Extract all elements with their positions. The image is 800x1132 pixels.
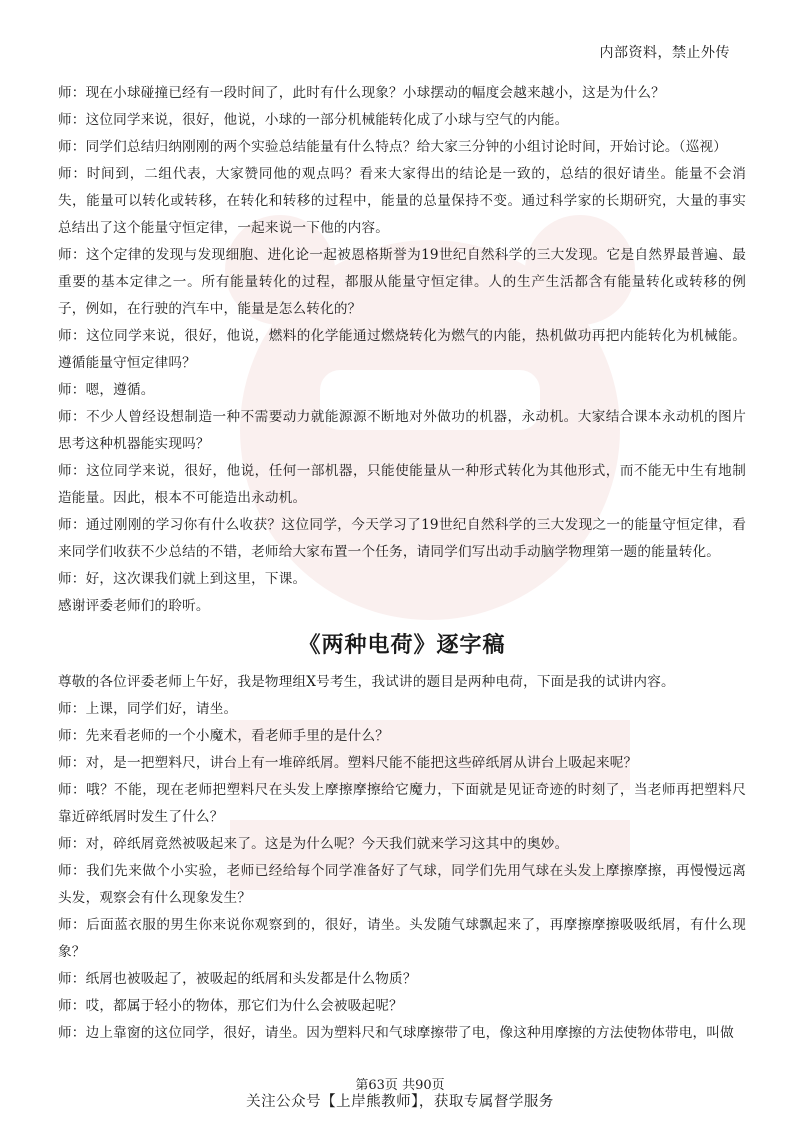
page-number: 第63页 共90页 (355, 1078, 445, 1093)
paragraph: 师：现在小球碰撞已经有一段时间了，此时有什么现象？小球摆动的幅度会越来越小，这是为什么？ (58, 85, 665, 101)
paragraph: 师：对，碎纸屑竟然被吸起来了。这是为什么呢？今天我们就来学习这其中的奥妙。 (58, 836, 569, 852)
paragraph: 师：这位同学来说，很好，他说，燃料的化学能通过燃烧转化为燃气的内能，热机做功再把内能转化为机械能。遵循能量守恒定律吗？ (58, 328, 746, 371)
paragraph: 师：上课，同学们好，请坐。 (58, 701, 238, 717)
paragraph: 师：嗯，遵循。 (58, 382, 155, 398)
paragraph: 师：哎，都属于轻小的物体，那它们为什么会被吸起呢？ (58, 998, 403, 1014)
paragraph: 师：边上靠窗的这位同学，很好，请坐。因为塑料尺和气球摩擦带了电，像这种用摩擦的方法使物体带电，叫做 (58, 1025, 734, 1041)
paragraph: 师：时间到，二组代表，大家赞同他的观点吗？看来大家得出的结论是一致的，总结的很好请坐。能量不会消失，能量可以转化或转移，在转化和转移的过程中，能量的总量保持不变。通过科学家的长期研究，大量的事实总结出了这个能量守恒定律，一起来说一下他的内容。 (58, 166, 746, 236)
paragraph: 师：好，这次课我们就上到这里，下课。 (58, 571, 307, 587)
footer-promo: 关注公众号【上岸熊教师】，获取专属督学服务 (246, 1094, 554, 1110)
paragraph: 师：同学们总结归纳刚刚的两个实验总结能量有什么特点？给大家三分钟的小组讨论时间，开始讨论。（巡视） (58, 139, 728, 155)
paragraph: 师：这个定律的发现与发现细胞、进化论一起被恩格斯誉为19世纪自然科学的三大发现。它是自然界最普遍、最重要的基本定律之一。所有能量转化的过程，都服从能量守恒定律。人的生产生活都含有能量转化或转移的例子，例如，在行驶的汽车中，能量是怎么转化的？ (58, 247, 746, 317)
paragraph: 师：这位同学来说，很好，他说，小球的一部分机械能转化成了小球与空气的内能。 (58, 112, 569, 128)
paragraph: 尊敬的各位评委老师上午好，我是物理组X号考生，我试讲的题目是两种电荷，下面是我的试讲内容。 (58, 674, 675, 690)
paragraph: 师：通过刚刚的学习你有什么收获？这位同学，今天学习了19世纪自然科学的三大发现之一的能量守恒定律，看来同学们收获不少总结的不错，老师给大家布置一个任务，请同学们写出动手动脑学物理第一题的能量转化。 (58, 517, 746, 560)
paragraph: 师：后面蓝衣服的男生你来说你观察到的，很好，请坐。头发随气球飘起来了，再摩擦摩擦吸吸纸屑，有什么现象？ (58, 917, 746, 960)
paragraph: 师：我们先来做个小实验，老师已经给每个同学准备好了气球，同学们先用气球在头发上摩擦摩擦，再慢慢远离头发，观察会有什么现象发生？ (58, 863, 746, 906)
paragraph: 师：哦？不能，现在老师把塑料尺在头发上摩擦摩擦给它魔力，下面就是见证奇迹的时刻了，当老师再把塑料尺靠近碎纸屑时发生了什么？ (58, 782, 746, 825)
internal-notice: 内部资料，禁止外传 (599, 45, 730, 61)
paragraph: 师：先来看老师的一个小魔术，看老师手里的是什么？ (58, 728, 390, 744)
paragraph: 师：这位同学来说，很好，他说，任何一部机器，只能使能量从一种形式转化为其他形式，而不能无中生有地制造能量。因此，根本不可能造出永动机。 (58, 463, 746, 506)
section-title: 《两种电荷》逐字稿 (298, 633, 506, 658)
paragraph: 感谢评委老师们的聆听。 (58, 598, 210, 614)
paragraph: 师：纸屑也被吸起了，被吸起的纸屑和头发都是什么物质？ (58, 971, 417, 987)
paragraph: 师：不少人曾经设想制造一种不需要动力就能源源不断地对外做功的机器，永动机。大家结合课本永动机的图片思考这种机器能实现吗？ (58, 409, 746, 452)
paragraph: 师：对，是一把塑料尺，讲台上有一堆碎纸屑。塑料尺能不能把这些碎纸屑从讲台上吸起来呢？ (58, 755, 638, 771)
document-body (58, 80, 746, 1047)
